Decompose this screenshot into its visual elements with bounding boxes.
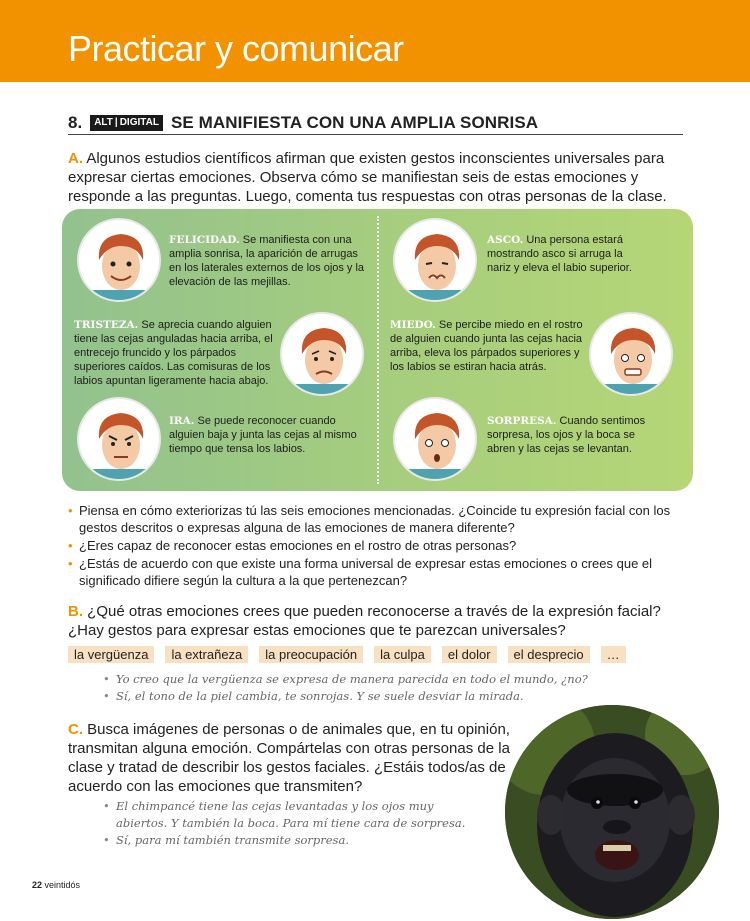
happy-face-illustration bbox=[77, 218, 161, 302]
question-list bbox=[68, 502, 688, 590]
part-b-instructions bbox=[68, 602, 688, 640]
part-b-letter: B. bbox=[68, 603, 83, 620]
emotion-fear bbox=[390, 318, 585, 374]
question-item: • ¿Eres capaz de reconocer estas emociones en el rostro de otras personas? bbox=[68, 537, 688, 554]
emotion-text: Se manifiesta con una amplia sonrisa, la aparición de arrugas en los laterales externos de los ojos y la elevación de las mejillas. bbox=[169, 234, 365, 288]
anger-face-illustration bbox=[77, 397, 161, 481]
question-item: • ¿Estás de acuerdo con que existe una forma universal de expresar estas emociones o crees que el significado difiere según la cultura a la que pertenezcan? bbox=[68, 555, 688, 589]
emotion-anger bbox=[169, 414, 359, 456]
page-title: Practicar y comunicar bbox=[68, 28, 404, 69]
emotion-label: IRA. bbox=[169, 415, 195, 427]
chip-preocupacion: la preocupación bbox=[259, 646, 363, 663]
emotion-text: Se aprecia cuando alguien tiene las cejas anguladas hacia arriba, el entrecejo fruncido y los párpados superiores caídos. Las comisuras de los labios apuntan ligeramente hacia abajo. bbox=[74, 319, 273, 387]
section-number: 8. bbox=[68, 112, 83, 132]
emotion-label: MIEDO. bbox=[390, 319, 436, 331]
part-a-instructions bbox=[68, 149, 688, 206]
chip-culpa: la culpa bbox=[374, 646, 431, 663]
emotion-label: ASCO. bbox=[487, 234, 524, 246]
section-heading bbox=[68, 111, 683, 135]
part-c-instructions bbox=[68, 720, 513, 796]
emotion-text: Se percibe miedo en el rostro de alguien cuando junta las cejas hacia arriba, eleva los párpados superiores y los labios se estiran hacia atrás. bbox=[390, 319, 583, 373]
emotion-label: SORPRESA. bbox=[487, 415, 557, 427]
part-b-examples bbox=[103, 671, 588, 705]
emotion-happiness bbox=[169, 233, 369, 289]
part-b-text: ¿Qué otras emociones crees que pueden reconocerse a través de la expresión facial? ¿Hay gestos para expresar estas emociones que te parezcan universales? bbox=[68, 603, 661, 639]
example-line: • Sí, para mí también transmite sorpresa. bbox=[103, 832, 483, 849]
surprise-face-illustration bbox=[393, 397, 477, 481]
badge-digital: DIGITAL bbox=[119, 117, 159, 128]
emotion-chips bbox=[68, 646, 626, 663]
chip-ellipsis: … bbox=[601, 646, 626, 663]
chip-verguenza: la vergüenza bbox=[68, 646, 154, 663]
chip-desprecio: el desprecio bbox=[508, 646, 590, 663]
part-a-letter: A. bbox=[68, 150, 83, 167]
emotion-label: FELICIDAD. bbox=[169, 234, 240, 246]
example-line: • Sí, el tono de la piel cambia, te sonrojas. Y se suele desviar la mirada. bbox=[103, 688, 588, 705]
disgust-face-illustration bbox=[393, 218, 477, 302]
page-footer bbox=[32, 880, 80, 890]
emotion-disgust bbox=[487, 233, 647, 275]
chip-extraneza: la extrañeza bbox=[165, 646, 248, 663]
emotion-surprise bbox=[487, 414, 657, 456]
fear-face-illustration bbox=[589, 312, 673, 396]
panel-divider bbox=[377, 216, 379, 484]
section-title: SE MANIFIESTA CON UNA AMPLIA SONRISA bbox=[170, 112, 539, 132]
header-bar bbox=[0, 0, 750, 82]
part-c-letter: C. bbox=[68, 721, 83, 738]
alt-digital-badge: ALT | DIGITAL bbox=[90, 115, 163, 131]
page-number: 22 bbox=[32, 880, 43, 890]
sad-face-illustration bbox=[280, 312, 364, 396]
emotion-text: Cuando sentimos sorpresa, los ojos y la boca se abren y las cejas se levantan. bbox=[487, 415, 646, 455]
badge-alt: ALT bbox=[94, 117, 113, 128]
part-a-text: Algunos estudios científicos afirman que existen gestos inconscientes universales para expresar ciertas emociones. Observa cómo se manifiestan seis de estas emociones y responde a las preguntas. Luego, comenta tus respuestas con otras personas de la clase. bbox=[68, 150, 667, 205]
example-line: • El chimpancé tiene las cejas levantadas y los ojos muy abiertos. Y también la boca. Para mí tiene cara de sorpresa. bbox=[103, 798, 483, 832]
emotion-sadness bbox=[74, 318, 279, 388]
emotion-text: Se puede reconocer cuando alguien baja y junta las cejas al mismo tiempo que tensa los labios. bbox=[169, 415, 357, 455]
part-c-text: Busca imágenes de personas o de animales que, en tu opinión, transmitan alguna emoción. Compártelas con otras personas de la clase y tratad de describir los gestos faciales. ¿Estáis todos/as de acuerdo con las emociones que transmiten? bbox=[68, 721, 510, 795]
example-line: • Yo creo que la vergüenza se expresa de manera parecida en todo el mundo, ¿no? bbox=[103, 671, 588, 688]
chip-dolor: el dolor bbox=[442, 646, 497, 663]
part-c-examples bbox=[103, 798, 483, 849]
chimpanzee-photo bbox=[505, 705, 719, 919]
question-item: • Piensa en cómo exteriorizas tú las seis emociones mencionadas. ¿Coincide tu expresión facial con los gestos descritos o expresas alguna de las emociones de manera diferente? bbox=[68, 502, 688, 536]
emotion-label: TRISTEZA. bbox=[74, 319, 139, 331]
page-word: veintidós bbox=[44, 880, 81, 890]
emotion-text: Una persona estará mostrando asco si arruga la nariz y eleva el labio superior. bbox=[487, 234, 632, 274]
